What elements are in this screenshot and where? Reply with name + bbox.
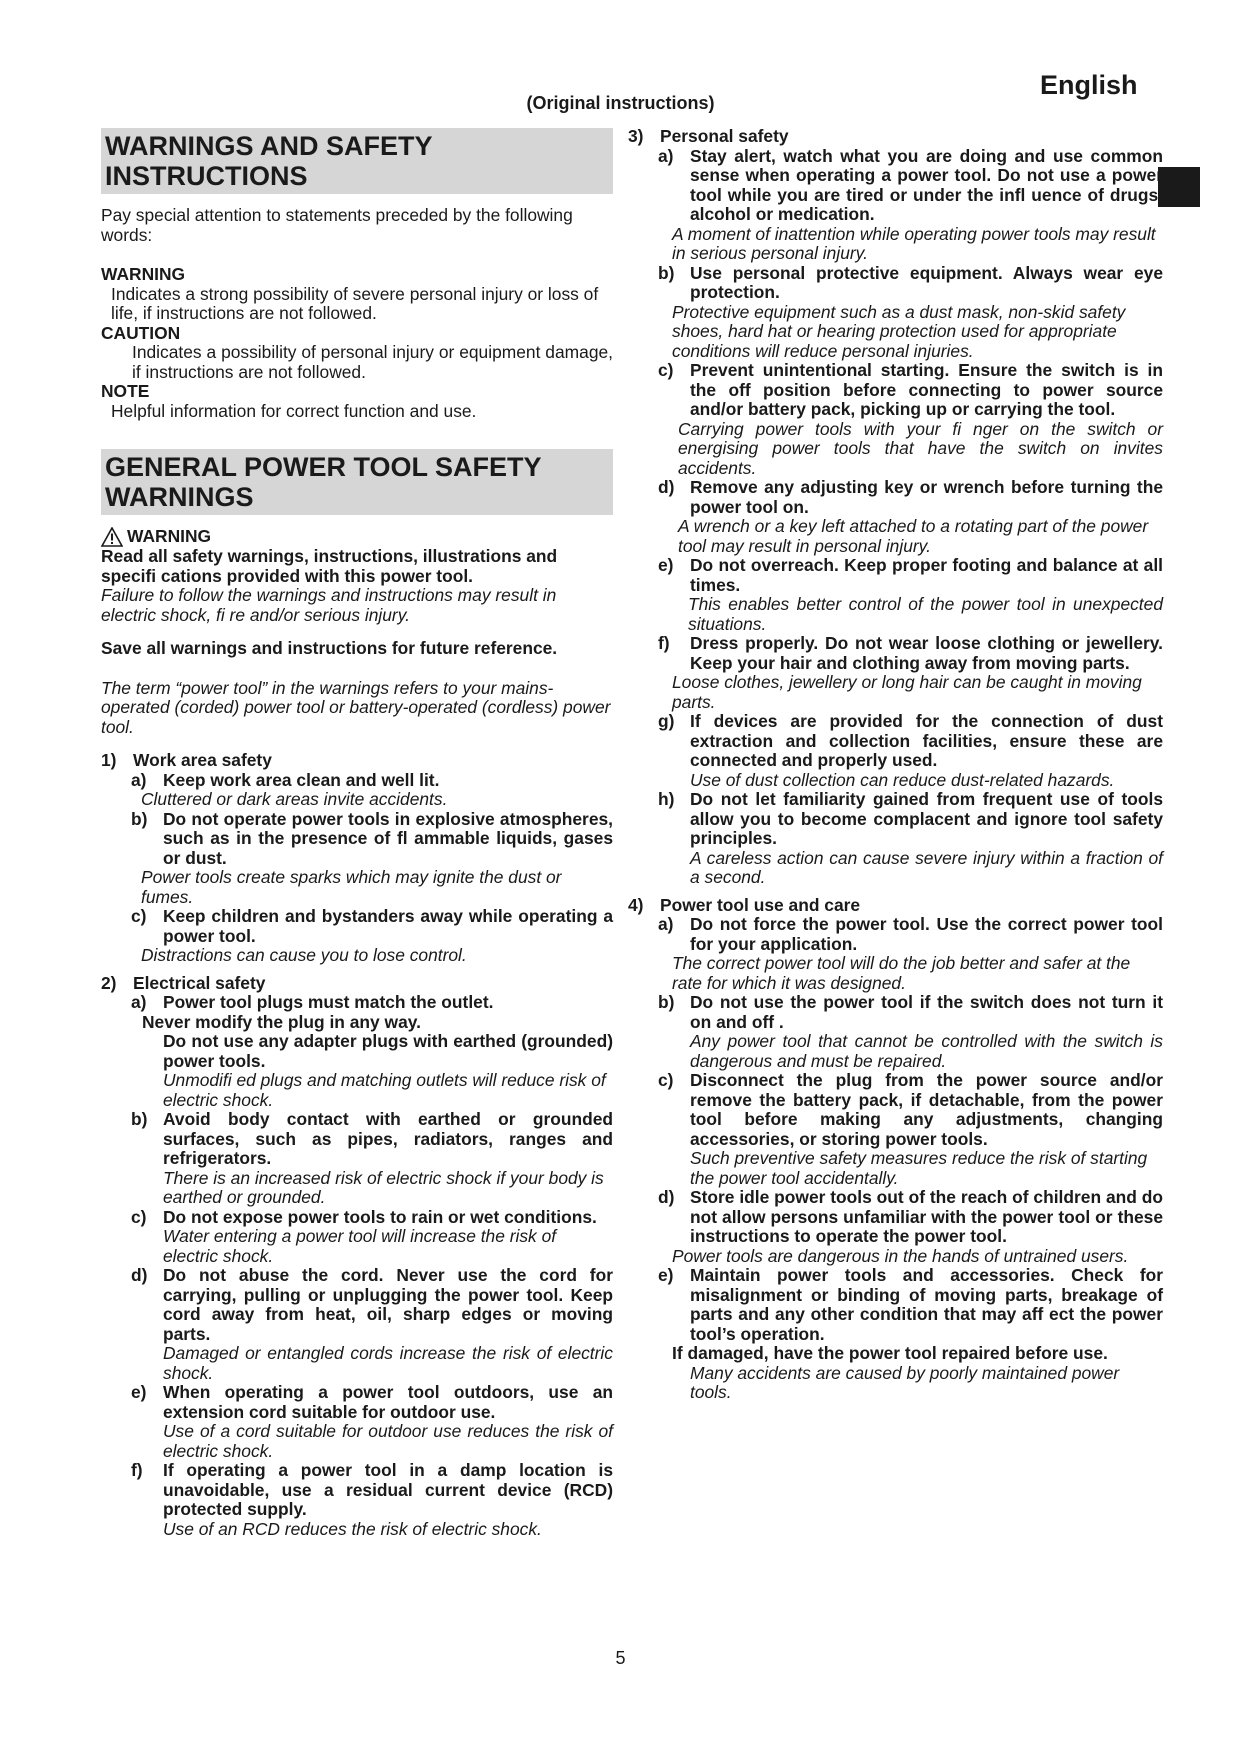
item-letter: b) — [658, 992, 675, 1012]
item-text: Do not use the power tool if the switch does not turn it on and off . — [690, 992, 1163, 1032]
list-item — [131, 993, 613, 1013]
warning-text: Indicates a strong possibility of severe personal injury or loss of life, if instructions are not followed. — [111, 283, 599, 323]
section-number: 3) — [628, 126, 644, 146]
item-desc: Distractions can cause you to lose control. — [141, 945, 467, 965]
section-title: Power tool use and care — [660, 894, 861, 915]
item-text: Store idle power tools out of the reach of children and do not allow persons unfamiliar with the power tool or these instructions to operate the power tool. — [690, 1187, 1163, 1246]
item-letter: g) — [658, 711, 675, 731]
item-letter: e) — [658, 1265, 674, 1285]
item-text: If operating a power tool in a damp location is unavoidable, use a residual current device (RCD) protected supply. — [163, 1460, 613, 1519]
term-text: The term “power tool” in the warnings refers to your mains-operated (corded) power tool or battery-operated (cordless) power tool. — [101, 677, 611, 737]
item-text: Do not let familiarity gained from frequent use of tools allow you to become complacent and ignore tool safety principles. — [690, 789, 1163, 848]
item-desc: Protective equipment such as a dust mask, non-skid safety shoes, hard hat or hearing protection used for appropriate conditions will reduce personal injuries. — [672, 301, 1126, 361]
save-text: Save all warnings and instructions for future reference. — [101, 638, 558, 658]
item-letter: d) — [658, 477, 675, 497]
item-text: Keep work area clean and well lit. — [163, 769, 440, 790]
note-label: NOTE — [101, 381, 150, 401]
section-title: Work area safety — [133, 750, 272, 770]
subtitle: (Original instructions) — [526, 93, 715, 113]
list-item — [658, 478, 1163, 517]
item-desc: Many accidents are caused by poorly maintained power tools. — [690, 1362, 1120, 1402]
item-text: Power tool plugs must match the outlet. — [163, 992, 494, 1012]
list-item — [658, 993, 1163, 1032]
list-item — [658, 264, 1163, 303]
item-text-3: Do not use any adapter plugs with earthed (grounded) power tools. — [163, 1031, 613, 1071]
list-item — [131, 1208, 613, 1228]
item-text: Remove any adjusting key or wrench before turning the power tool on. — [690, 477, 1163, 517]
item-desc: Use of dust collection can reduce dust-related hazards. — [690, 769, 1115, 790]
item-letter: b) — [131, 808, 148, 829]
page-tab-marker — [1158, 167, 1200, 207]
item-desc: Loose clothes, jewellery or long hair can be caught in moving parts. — [672, 672, 1142, 712]
item-letter: f) — [658, 633, 670, 653]
item-desc: Such preventive safety measures reduce the risk of starting the power tool accidentally. — [690, 1148, 1148, 1188]
item-text: Dress properly. Do not wear loose clothing or jewellery. Keep your hair and clothing away from moving parts. — [690, 633, 1163, 673]
item-text: Do not overreach. Keep proper footing and balance at all times. — [690, 555, 1163, 595]
item-text: Do not expose power tools to rain or wet conditions. — [163, 1206, 597, 1227]
item-letter: d) — [658, 1187, 675, 1207]
item-desc: Water entering a power tool will increase the risk of electric shock. — [163, 1226, 557, 1266]
list-item — [658, 1071, 1163, 1149]
section-4-title — [628, 896, 1163, 916]
section-1-title — [101, 751, 613, 771]
item-letter: b) — [658, 262, 675, 283]
list-item — [131, 1110, 613, 1169]
item-letter: f) — [131, 1460, 143, 1480]
item-letter: e) — [131, 1382, 147, 1402]
item-text: Prevent unintentional starting. Ensure the switch is in the off position before connecting to power source and/or battery pack, picking up or carrying the tool. — [690, 360, 1163, 419]
item-letter: c) — [131, 1206, 147, 1227]
section-3-title — [628, 127, 1163, 147]
list-item — [131, 1266, 613, 1344]
section-title: Personal safety — [660, 126, 789, 146]
item-text: Keep children and bystanders away while operating a power tool. — [163, 906, 613, 946]
left-column — [101, 128, 613, 1539]
list-item — [658, 915, 1163, 954]
section-number: 2) — [101, 972, 117, 993]
item-letter: h) — [658, 789, 675, 809]
section-2-title — [101, 974, 613, 994]
item-text: Do not abuse the cord. Never use the cord for carrying, pulling or unplugging the power tool. Keep cord away from heat, oil, sharp edges or moving parts. — [163, 1265, 613, 1344]
item-text: Maintain power tools and accessories. Check for misalignment or binding of moving parts, breakage of parts and any other condition that may aff ect the power tool’s operation. — [690, 1265, 1163, 1344]
item-desc: Carrying power tools with your fi nger on the switch or energising power tools that have the switch on invites accidents. — [678, 418, 1163, 478]
item-desc: This enables better control of the power tool in unexpected situations. — [688, 594, 1163, 634]
section-title: Electrical safety — [133, 972, 266, 993]
list-item — [658, 712, 1163, 771]
read-all-text: Read all safety warnings, instructions, illustrations and specifi cations provided with this power tool. — [101, 546, 558, 586]
item-text: Disconnect the plug from the power source and/or remove the battery pack, if detachable, from the power tool before making any adjustments, changing accessories, or storing power tools. — [690, 1070, 1163, 1149]
item-letter: e) — [658, 555, 674, 575]
list-item — [131, 907, 613, 946]
item-text: Stay alert, watch what you are doing and use common sense when operating a power tool. Do not use a power tool while you are tired or under the infl uence of drugs, alcohol or medication. — [690, 145, 1163, 224]
warning-line — [101, 527, 613, 547]
list-item — [658, 634, 1163, 673]
item-desc: Use of a cord suitable for outdoor use reduces the risk of electric shock. — [163, 1421, 613, 1461]
item-letter: c) — [658, 1070, 674, 1090]
right-column — [628, 127, 1163, 1403]
item-desc: A careless action can cause severe injury within a fraction of a second. — [690, 847, 1163, 887]
list-item — [658, 790, 1163, 849]
warning-label: WARNING — [101, 264, 186, 284]
failure-text: Failure to follow the warnings and instructions may result in electric shock, fi re and/or serious injury. — [101, 585, 557, 625]
warning-triangle-icon — [101, 527, 123, 547]
list-item — [131, 810, 613, 869]
item-text: Avoid body contact with earthed or grounded surfaces, such as pipes, radiators, ranges and refrigerators. — [163, 1109, 613, 1168]
heading-warnings-safety: WARNINGS AND SAFETY INSTRUCTIONS — [101, 128, 613, 194]
item-letter: a) — [658, 145, 674, 166]
item-letter: a) — [131, 992, 147, 1012]
item-desc: Any power tool that cannot be controlled with the switch is dangerous and must be repaired. — [690, 1031, 1163, 1071]
item-desc: Power tools are dangerous in the hands of untrained users. — [672, 1245, 1129, 1266]
item-text: If devices are provided for the connection of dust extraction and collection facilities, ensure these are connected and properly used. — [690, 711, 1163, 770]
list-item — [658, 1188, 1163, 1247]
item-text-2: If damaged, have the power tool repaired before use. — [672, 1343, 1108, 1363]
item-text-2: Never modify the plug in any way. — [142, 1011, 421, 1032]
section-number: 4) — [628, 894, 644, 915]
item-letter: c) — [131, 906, 147, 926]
item-desc: The correct power tool will do the job better and safer at the rate for which it was designed. — [672, 953, 1131, 993]
item-desc: There is an increased risk of electric shock if your body is earthed or grounded. — [163, 1167, 604, 1207]
item-text: Do not force the power tool. Use the correct power tool for your application. — [690, 914, 1163, 954]
item-letter: a) — [658, 914, 674, 934]
list-item — [658, 1266, 1163, 1344]
item-letter: c) — [658, 360, 674, 380]
item-desc: Damaged or entangled cords increase the risk of electric shock. — [163, 1343, 613, 1383]
list-item — [658, 556, 1163, 595]
section-number: 1) — [101, 750, 117, 770]
list-item — [658, 147, 1163, 225]
item-text: Do not operate power tools in explosive atmospheres, such as in the presence of fl ammable liquids, gases or dust. — [163, 808, 613, 868]
note-text: Helpful information for correct function and use. — [111, 400, 477, 421]
item-text: When operating a power tool outdoors, use an extension cord suitable for outdoor use. — [163, 1382, 613, 1422]
heading-general-warnings: GENERAL POWER TOOL SAFETY WARNINGS — [101, 449, 613, 515]
language-label: English — [1040, 70, 1138, 100]
item-desc: A moment of inattention while operating power tools may result in serious personal injury. — [672, 223, 1156, 263]
caution-label: CAUTION — [101, 322, 181, 343]
item-letter: a) — [131, 769, 147, 790]
item-desc: A wrench or a key left attached to a rotating part of the power tool may result in personal injury. — [678, 516, 1149, 556]
item-letter: d) — [131, 1265, 148, 1285]
item-desc: Cluttered or dark areas invite accidents. — [141, 789, 448, 809]
page-number: 5 — [615, 1648, 626, 1668]
list-item — [131, 771, 613, 791]
item-desc: Power tools create sparks which may ignite the dust or fumes. — [141, 867, 562, 907]
item-text: Use personal protective equipment. Always wear eye protection. — [690, 262, 1163, 302]
warning-label-2: WARNING — [127, 526, 212, 547]
list-item — [131, 1383, 613, 1422]
list-item — [658, 361, 1163, 420]
caution-text: Indicates a possibility of personal injury or equipment damage, if instructions are not followed. — [132, 342, 613, 382]
item-desc: Unmodifi ed plugs and matching outlets will reduce risk of electric shock. — [163, 1070, 606, 1110]
item-letter: b) — [131, 1109, 148, 1129]
item-desc: Use of an RCD reduces the risk of electric shock. — [163, 1518, 542, 1539]
list-item — [131, 1461, 613, 1520]
intro-text: Pay special attention to statements preceded by the following words: — [101, 205, 573, 245]
